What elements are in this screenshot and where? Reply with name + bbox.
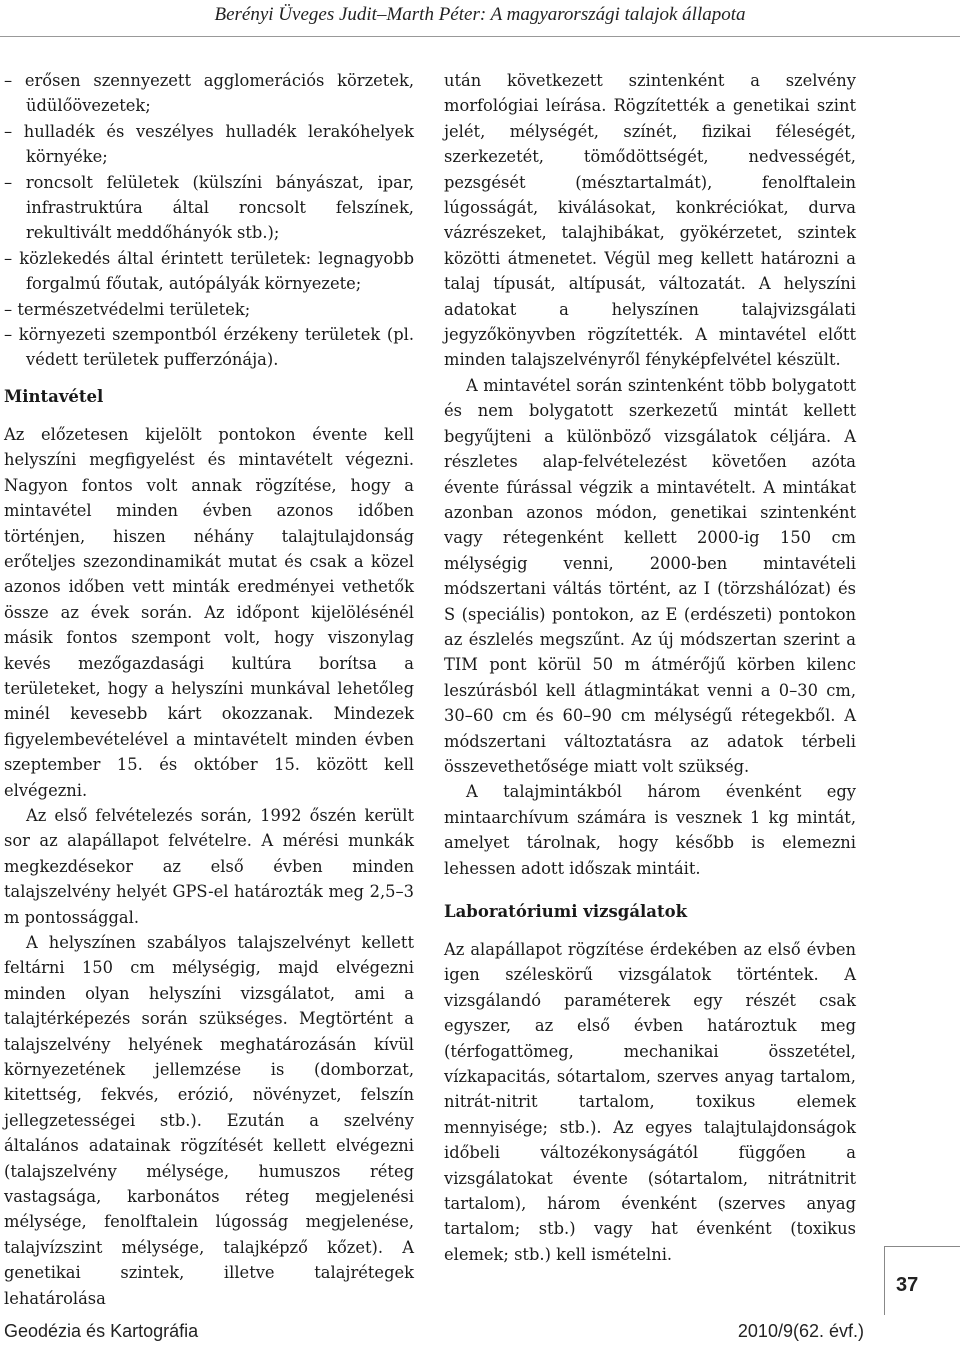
header-rule — [0, 36, 960, 37]
running-header: Berényi Üveges Judit–Marth Péter: A magyarországi talajok állapota — [214, 4, 746, 25]
paragraph: Az első felvételezés során, 1992 őszén került sor az alapállapot felvételre. A mérési munkák megkezdésekor az első évben minden talajszelvény helyét GPS-el határozták meg 2,5–3 m pontossággal. — [4, 805, 414, 927]
paragraph: A mintavétel során szintenként több bolygatott és nem bolygatott szerkezetű mintát kellett begyűjteni a különböző vizsgálatok céljára. A részletes alap-felvételezést követően azóta évente fúrással végzik a mintavételt. A mintákat azonban azonos módon, genetikai szintenként vagy rétegenként kellett 2000-ig 150 cm mélységig venni, 2000-ben mintavételi módszertani váltás történt, az I (törzshálózat) és S (speciális) pontokon, az E (erdészeti) pontokon az észlelés megszűnt. Az új módszertan szerint a TIM pont körül 50 m átmérőjű körben kilenc leszúrásból kell átlagmintákat venni a 0–30 cm, 30–60 cm és 60–90 cm mélységű rétegekből. A módszertani változtatásra az adatok térbeli összevethetősége miatt volt szükség. — [444, 375, 856, 776]
section-heading-laboratory: Laboratóriumi vizsgálatok — [444, 902, 688, 921]
list-item: – közlekedés által érintett területek: legnagyobb forgalmú főutak, autópályák környezete; — [4, 248, 414, 294]
bullet-list — [4, 68, 414, 373]
section-heading-mintavetel: Mintavétel — [4, 386, 104, 406]
list-item: – erősen szennyezett agglomerációs körzetek, üdülőövezetek; — [4, 71, 414, 116]
list-item: – roncsolt felületek (külszíni bányászat, ipar, infrastruktúra által roncsolt felszínek, rekultivált meddőhányók stb.); — [4, 172, 414, 243]
list-item: – természetvédelmi területek; — [4, 299, 251, 319]
page-number: 37 — [896, 1274, 919, 1296]
paragraph: Az alapállapot rögzítése érdekében az első évben igen széleskörű vizsgálatok történtek. A vizsgálandó paraméterek egy részét csak egyszer, az első évben határoztuk meg (térfogattömeg, mechanikai összetétel, vízkapacitás, sótartalom, szerves anyag tartalom, nitrát-nitrit tartalom, toxikus elemek mennyisége; stb.). Az egyes talajtulajdonságok időbeli változékonyságától függően a vizsgálatokat évente (sótartalom, nitrátnitrit tartalom), három évenként (szerves anyag tartalom; stb.) vagy hat évenként (toxikus elemek; stb.) kell ismételni. — [444, 940, 856, 1264]
list-item: – környezeti szempontból érzékeny területek (pl. védett területek pufferzónája). — [4, 325, 414, 370]
right-column — [444, 68, 856, 1267]
paragraph: A helyszínen szabályos talajszelvényt kellett feltárni 150 cm mélységig, majd elvégezni minden olyan helyszíni vizsgálatot, ami a talajtérképezés során szükséges. Megtörtént a talajszelvény helyének meghatározásán kívül környezetének jellemzése is (domborzat, kitettség, fekvés, erózió, növényzet, felszín jellegzetességei stb.). Ezután a szelvény általános adatainak rögzítését kellett elvégezni (talajszelvény mélysége, humuszos réteg vastagsága, karbonátos réteg megjelenési mélysége, fenolftalein lúgosság megjelenése, talajvízszint mélysége, talajképző kőzet). A genetikai szintek, illetve talajrétegek lehatárolása — [4, 933, 414, 1308]
left-column — [4, 68, 414, 1311]
paragraph: A talajmintákból három évenként egy mintaarchívum számára is vesznek 1 kg mintát, amelyet tárolnak, hogy később is elemezni lehessen adott időszak mintáit. — [444, 782, 856, 878]
journal-name: Geodézia és Kartográfia — [4, 1321, 199, 1341]
list-item: – hulladék és veszélyes hulladék lerakóhelyek környéke; — [4, 121, 414, 167]
paragraph: Az előzetesen kijelölt pontokon évente kell helyszíni megfigyelést és mintavételt végezni. Nagyon fontos volt annak rögzítése, hogy a mintavétel minden évben azonos időben történjen, hiszen néhány talajtulajdonság erőteljes szezondinamikát mutat és csak a közel azonos időben vett minták eredményei vethetők össze az évek során. Az időpont kijelölésénél másik fontos szempont volt, hogy viszonylag kevés mezőgazdasági kultúra borítsa a területeket, hogy a helyszíni munkával lehetőleg minél kevesebb kárt okozzanak. Mindezek figyelembevételével a mintavételt minden évben szeptember 15. és október 15. között kell elvégezni. — [4, 424, 414, 800]
issue-info: 2010/9(62. évf.) — [737, 1321, 864, 1341]
paragraph: után következett szintenként a szelvény morfológiai leírása. Rögzítették a genetikai szint jelét, mélységét, színét, fizikai féleségét, szerkezetét, tömődöttségét, nedvességét, pezsgését (mésztartalmát), fenolftalein lúgosságát, kiválásokat, konkréciókat, durva vázrészeket, talajhibákat, gyökérzetet, szintek közötti átmenetet. Végül meg kellett határozni a talaj típusát, altípusát, változatát. A helyszíni adatokat a helyszínen talajvizsgálati jegyzőkönyvben rögzítették. A mintavétel előtt minden talajszelvényről fényképfelvétel készült. — [444, 71, 856, 370]
